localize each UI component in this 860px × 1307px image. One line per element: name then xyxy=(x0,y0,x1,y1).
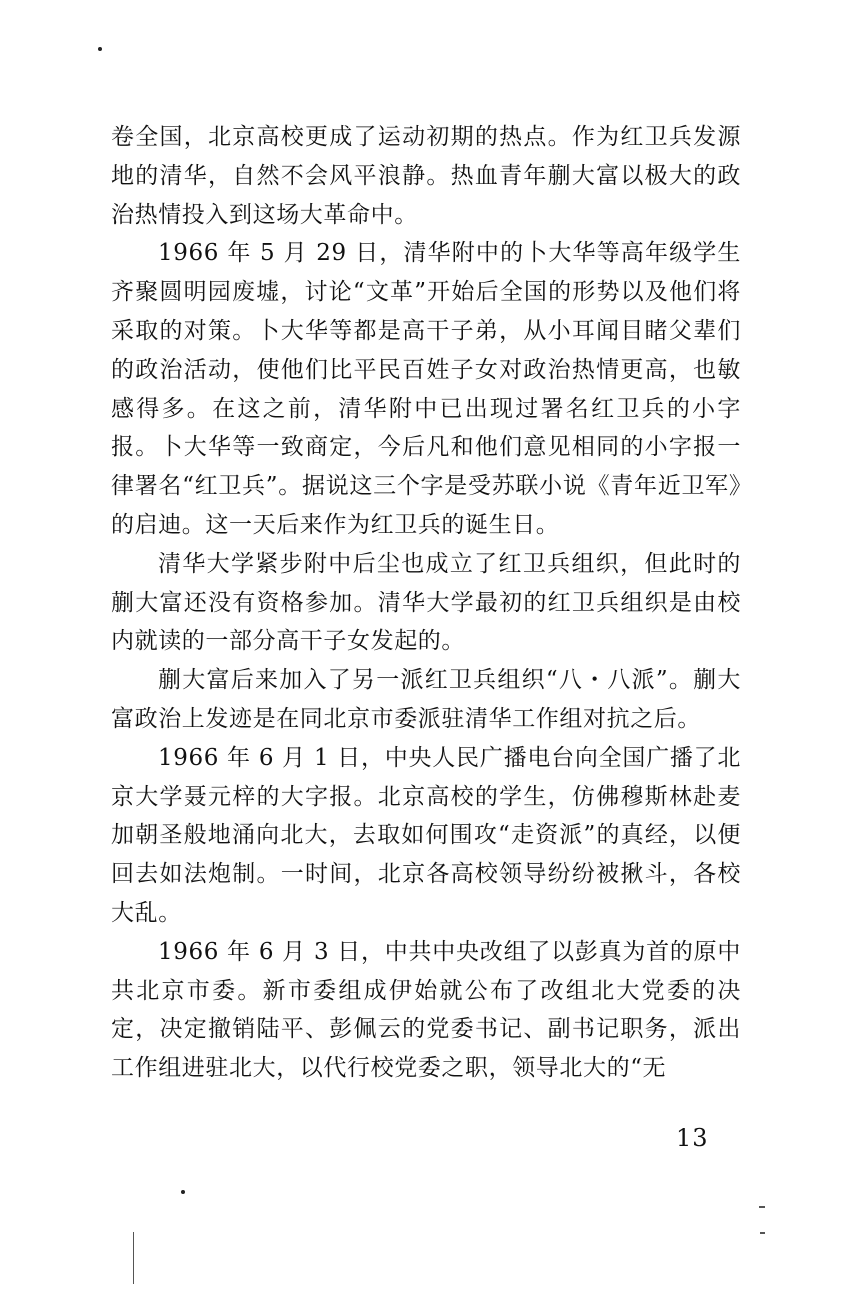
scan-margin-line xyxy=(133,1232,134,1284)
paragraph: 蒯大富后来加入了另一派红卫兵组织“八・八派”。蒯大富政治上发迹是在同北京市委派驻清华工作组对抗之后。 xyxy=(111,667,741,732)
scan-edge-mark xyxy=(759,1206,765,1208)
paragraph: 1966 年 6 月 3 日，中共中央改组了以彭真为首的原中共北京市委。新市委组成伊始就公布了改组北大党委的决定，决定撤销陆平、彭佩云的党委书记、副书记职务，派出工作组进驻北大，以代行校党委之职，领导北大的“无 xyxy=(111,938,741,1082)
page-number: 13 xyxy=(676,1124,709,1152)
paragraph: 1966 年 5 月 29 日，清华附中的卜大华等高年级学生齐聚圆明园废墟，讨论“文革”开始后全国的形势以及他们将采取的对策。卜大华等都是高干子弟，从小耳闻目睹父辈们的政治活动，使他们比平民百姓子女对政治热情更高，也敏感得多。在这之前，清华附中已出现过署名红卫兵的小字报。卜大华等一致商定，今后凡和他们意见相同的小字报一律署名“红卫兵”。据说这三个字是受苏联小说《青年近卫军》的启迪。这一天后来作为红卫兵的诞生日。 xyxy=(111,240,741,538)
scan-edge-mark xyxy=(760,1232,765,1234)
paragraph: 1966 年 6 月 1 日，中央人民广播电台向全国广播了北京大学聂元梓的大字报。北京高校的学生，仿佛穆斯林赴麦加朝圣般地涌向北大，去取如何围攻“走资派”的真经，以便回去如法炮制。一时间，北京各高校领导纷纷被揪斗，各校大乱。 xyxy=(111,744,741,926)
scan-speck xyxy=(98,47,102,51)
paragraph: 清华大学紧步附中后尘也成立了红卫兵组织，但此时的蒯大富还没有资格参加。清华大学最初的红卫兵组织是由校内就读的一部分高干子女发起的。 xyxy=(111,550,741,655)
paragraph: 卷全国，北京高校更成了运动初期的热点。作为红卫兵发源地的清华，自然不会风平浪静。热血青年蒯大富以极大的政治热情投入到这场大革命中。 xyxy=(111,124,741,228)
body-text xyxy=(111,118,741,1088)
scan-speck xyxy=(181,1190,185,1194)
